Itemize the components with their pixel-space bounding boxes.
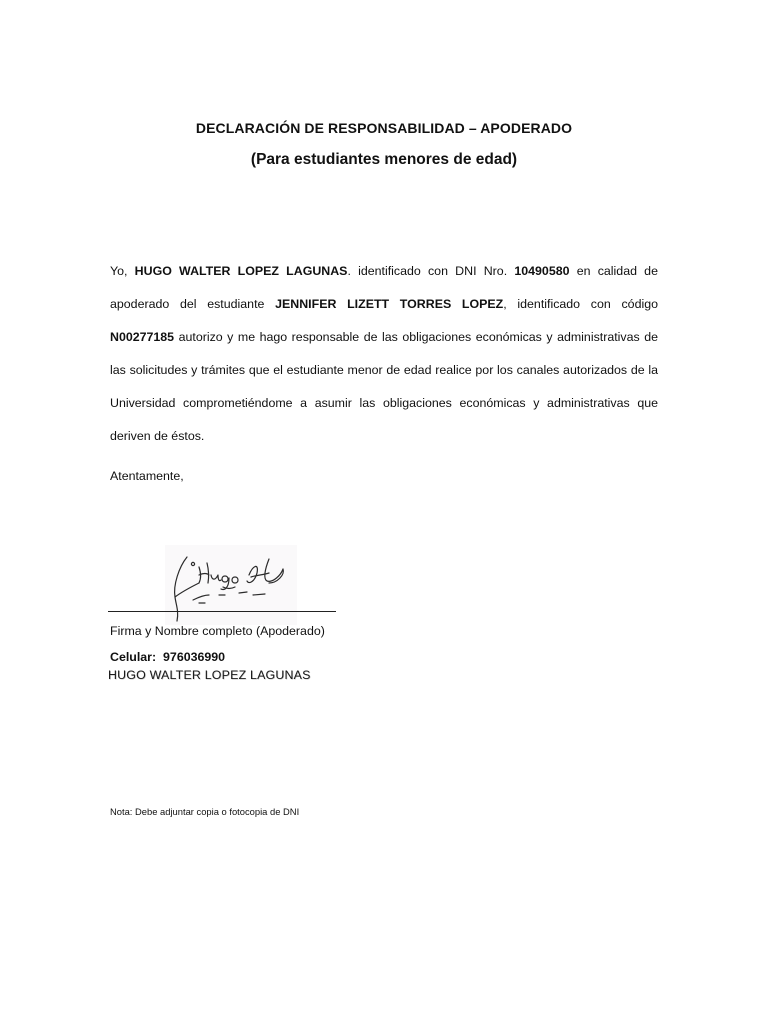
phone-label: Celular: xyxy=(110,650,157,664)
guardian-name: HUGO WALTER LOPEZ LAGUNAS xyxy=(134,264,348,278)
document-subtitle: (Para estudiantes menores de edad) xyxy=(250,151,518,168)
phone-number: 976036990 xyxy=(163,650,226,664)
text-segment: Yo, xyxy=(110,264,135,278)
phone-row xyxy=(110,650,225,664)
text-segment: . identificado con DNI Nro. xyxy=(347,264,515,278)
text-segment: en calidad de apoderado del estudiante xyxy=(110,264,658,311)
student-name: JENNIFER LIZETT TORRES LOPEZ xyxy=(275,297,504,311)
note-text: Nota: Debe adjuntar copia o fotocopia de DNI xyxy=(110,806,300,817)
signature-drawing xyxy=(165,545,297,625)
signer-full-name: HUGO WALTER LOPEZ LAGUNAS xyxy=(108,668,311,682)
closing-salutation: Atentamente, xyxy=(110,469,184,483)
signature-caption: Firma y Nombre completo (Apoderado) xyxy=(110,624,325,638)
text-segment: , identificado con código xyxy=(503,297,658,311)
signature-line xyxy=(108,611,336,612)
declaration-paragraph xyxy=(110,255,658,453)
document-title: DECLARACIÓN DE RESPONSABILIDAD – APODERADO xyxy=(195,120,573,136)
student-code: N00277185 xyxy=(110,330,175,344)
text-segment: autorizo y me hago responsable de las obligaciones económicas y administrativas de las solicitudes y trámites que el estudiante menor de edad realice por los canales autorizados de la Universidad comprometiéndome a asumir las obligaciones económicas y administrativas que deriven de éstos. xyxy=(110,330,658,443)
dni-number: 10490580 xyxy=(514,264,570,278)
handwritten-signature xyxy=(165,545,297,625)
